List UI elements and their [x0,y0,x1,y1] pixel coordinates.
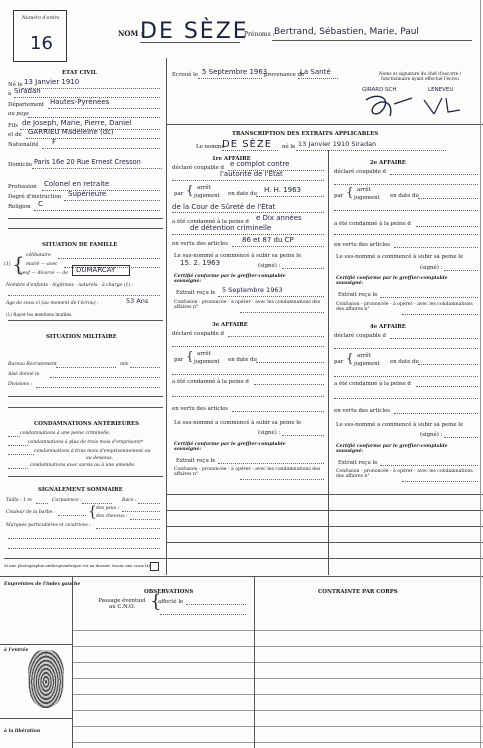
a1-vertu: en vertu des articles [172,241,229,247]
empreintes-label: Empreintes de l'index gauche [4,582,81,587]
rule-ecrou [166,124,483,125]
militaire-aise: Aisé donné le [8,372,40,377]
a1-sus: Le sus-nommé a commencé à subir sa peine le [174,253,302,259]
a1-signe-line [282,268,324,269]
famille-enfants: Nombre d'enfants - légitimes - naturels - à charge (1) : [6,283,134,288]
famille-marie: marié — avec [26,262,58,267]
signalement-title: SIGNALEMENT SOMMAIRE [38,487,123,493]
a3-title: 3e AFFAIRE [212,322,248,328]
a4-certifie: Certifié conforme par le greffier-comptable soussigné: [336,444,448,454]
a3-arret: arrêt [197,351,211,357]
militaire-bureau: Bureau Recrutement [8,362,57,367]
signalement-barbe: Couleur de la barbe : [6,510,56,515]
relig-value: C [38,200,43,208]
instr-value: Supérieure [68,190,107,198]
a1-certifie: Certifié conforme par le greffier-comptable soussigné: [174,274,286,284]
corpulence-line [82,503,112,504]
condamnations-l2: condamnations à plus de trois mois d'emprisonn* [28,440,144,445]
a3-sus: Le sus-nommé a commencé à subir sa peine le [174,420,302,426]
cond-dash-4 [8,468,28,469]
a1-extrait-line [218,296,324,297]
a1-declare-line [228,170,324,171]
a2-condamne-line [416,226,478,227]
rule-2 [8,228,163,229]
a3-vertu-line [232,411,324,412]
escort-signature-2: LENEVEU [428,87,454,93]
passage-label: Passage éventuel au C.N.O. [98,598,146,610]
divider-col-1 [166,58,167,575]
a2-signe-line [444,270,478,271]
a2-certifie: Certifié conforme par le greffier-comptable soussigné: [336,276,448,286]
a4-vertu: en vertu des articles [334,408,391,414]
transcription-title: TRANSCRIPTION DES EXTRAITS APPLICABLES [232,131,379,137]
a2-signe: (signé) : [420,265,443,271]
rule-3 [8,320,163,321]
aise-line [50,377,160,378]
cheveux-line [130,519,160,520]
marques-line [96,528,160,529]
a1-condamne-label: a été condamné à la peine d [172,219,249,225]
dom-value: Paris 16e 20 Rue Ernest Cresson [34,158,141,166]
signalement-cheveux: des cheveux : [96,514,128,519]
famille-celib: célibataire [26,253,51,258]
empreintes-rule-2 [0,718,72,719]
blank-rule-1 [166,494,483,495]
a4-line-1 [334,376,478,377]
a2-declare-line [390,174,478,175]
mere-value: GARRIEU Madeleine (dc) [28,128,114,136]
le-nomme-label: Le nommé [196,144,225,150]
a3-signe-line [282,435,324,436]
a4-jugement: jugement [354,361,380,367]
affecte-line [186,604,246,605]
a4-extrait: Extrait reçu le [338,460,378,466]
a-label: à [8,91,12,97]
mle-line [130,367,160,368]
mere-line [26,138,160,139]
a2-extrait-line [380,297,478,298]
instr-line [64,200,160,201]
a1-declare-value: e complot contre [230,160,290,168]
enfants-line [8,295,160,296]
trans-ne-le-label: né le [282,144,296,150]
a4-declare-line-2 [334,348,478,349]
a3-confusion-line [240,479,324,480]
a2-condamne: a été condamné à la peine d [334,221,411,227]
race-line [138,503,160,504]
prof-label: Profession [8,184,37,190]
a2-vertu: en vertu des articles [334,242,391,248]
escort-signature-1: GIRARD SCH [362,87,397,93]
a1-peine-value: e Dix années [256,214,302,222]
pays-line [28,117,160,118]
blank-rule-4 [166,542,483,543]
rule-1 [8,218,163,219]
a4-signe: (signé) : [420,432,443,438]
cond-dash-3 [8,454,34,455]
a2-title: 2e AFFAIRE [370,160,406,166]
obs-rule-8 [72,742,483,743]
condamnations-l4: condamnations avec sursis ou à une amende. [30,463,136,468]
a1-cour-line [172,212,324,213]
a4-en-date: en date du [390,359,420,365]
a1-articles-value: 86 et 87 du CP [242,236,294,244]
a2-line-1 [334,210,478,211]
a4-declare-line [390,338,478,339]
militaire-divisions: Divisions : [8,382,33,387]
a3-jugement: jugement [194,359,220,365]
famille-age: Age de ceux-ci (au moment de l'écrou) : [6,301,99,306]
dom-label: Domicile [8,162,33,168]
obs-rule-5 [72,694,483,695]
a4-par: par [334,359,344,365]
signalement-yeux: des yeux : [96,506,120,511]
rule-7 [4,558,166,559]
a1-date-line [256,196,324,197]
a1-date-value: H. H. 1963 [264,186,301,194]
a2-en-date: en date du [390,193,420,199]
ne-le-label: Né le [8,82,23,88]
signalement-taille: Taille : 1 m [6,498,32,503]
pays-label: ou pays [8,111,29,117]
divider-col-2 [328,150,329,575]
etat-civil-title: ETAT CIVIL [62,70,97,76]
a3-line-1 [172,374,324,375]
a2-brace: { [346,185,354,199]
prenoms-underline [272,40,472,41]
prov-label: provenance de [264,72,305,78]
a4-sus: Le sus-nommé a commencé à subir sa peine le [336,422,464,428]
a1-jugement: jugement [194,193,220,199]
ecroue-label: Ecroué le [172,72,199,78]
blank-rule-3 [166,526,483,527]
a1-cour-value: de la Cour de Sûreté de l'État [172,203,276,211]
rule-6 [8,476,163,477]
militaire-mle: mle [120,362,129,367]
instr-label: Degré d'instruction [8,194,62,200]
a2-declare: déclaré coupable d [334,169,387,175]
a1-arret: arrêt [197,185,211,191]
a-value: Siradan [14,87,41,95]
a3-brace: { [186,349,194,363]
prof-value: Colonel en retraite [44,180,110,188]
a1-peine-value-2: de détention criminelle [190,224,272,232]
a2-arret: arrêt [357,187,371,193]
obs-rule-3 [72,662,483,663]
famille-veuf-box [72,265,130,276]
ne-le-value: 13 Janvier 1910 [24,78,80,86]
signalement-photo: Si une photographie anthropométrique est au dossier, tracer une croix (x) [4,563,151,568]
a3-vertu: en vertu des articles [172,406,229,412]
militaire-title: SITUATION MILITAIRE [46,334,117,340]
a4-date-line [418,364,478,365]
barbe-line [58,515,86,516]
noms-sign: Noms et signature du chef d'escorte / fonctionnaire ayant effectué l'écrou [378,72,462,82]
rule-4 [8,396,163,397]
le-nomme-value: DE SÈZE [222,139,273,150]
a2-vertu-line [394,247,478,248]
a3-signe: (signé) : [258,430,281,436]
fils-label: Fils [8,123,18,129]
a4-line-2 [334,398,478,399]
numero-label: Numéro d'ordre [22,16,60,21]
handwritten-signature [360,90,478,124]
nom-underline [140,42,240,43]
blank-rule-2 [166,510,483,511]
obs-rule-2 [72,646,483,647]
a1-confusion-line [240,312,324,313]
fils-value: de Joseph, Marie, Pierre, Daniel [22,119,132,127]
relig-label: Religion [8,204,31,210]
le-nomme-line [222,150,278,151]
empreintes-rule-1 [0,644,72,645]
divisions-line [36,387,160,388]
signalement-marques: Marques particulières et cicatrices : [6,523,91,528]
a2-date-line [418,198,478,199]
ecroue-line [198,78,262,79]
a3-condamne: a été condamné à la peine d [172,379,249,385]
famille-age-value: 53 Ans [126,297,149,305]
trans-ne-le-value: 13 Janvier 1910 Siradan [298,140,377,148]
a1-articles-line [232,246,324,247]
a2-jugement: jugement [354,195,380,201]
cond-dash-1 [8,436,20,437]
fingerprint-image [28,650,64,708]
marques-line-3 [8,548,160,549]
a3-declare-line [228,336,324,337]
a4-vertu-line [394,413,478,414]
a2-par: par [334,193,344,199]
a4-brace: { [346,351,354,365]
a1-declare-value-2: l'autorité de l'État [220,170,283,178]
bureau-line [56,367,116,368]
famille-note: (1) Rayer les mentions inutiles. [6,312,73,317]
blank-rule-5 [166,558,483,559]
a3-condamne-line [254,384,324,385]
relig-line [34,210,160,211]
passage-line-2 [160,614,246,615]
taille-line [36,503,48,504]
a4-condamne: a été condamné à la peine d [334,381,411,387]
celib-line [58,258,160,259]
a2-confusion: Confusion - prononcée - à opérer - avec les condamnations des affaires n° [336,302,473,312]
trans-ne-le-line [296,150,446,151]
a3-extrait-line [218,463,324,464]
condamnations-l3b: au dessous, [86,456,114,461]
prov-line [298,78,338,79]
a3-en-date: en date du [228,357,258,363]
rule-5 [8,407,163,408]
ne-le-line [22,88,160,89]
dept-label: Département [8,102,45,108]
numero-value: 16 [30,33,53,54]
a3-declare-line-2 [172,346,324,347]
obs-rule-1 [72,630,483,631]
prov-value: La Santé [300,68,331,76]
a3-confusion: Confusion - prononcée - à opérer - avec les condamnations des affaires n° [174,467,321,477]
marques-line-2 [8,538,160,539]
yeux-line [122,511,160,512]
condamnations-l3: condamnations à trois mois d'emprisonnement ou [34,449,151,454]
contrainte-title: CONTRAINTE PAR CORPS [318,589,398,595]
a1-declare-label: déclaré coupable d [172,165,225,171]
a1-declare-line-2 [172,180,324,181]
signalement-brace: { [88,504,97,520]
cond-dash-2 [8,445,28,446]
condamnations-title: CONDAMNATIONS ANTÉRIEURES [34,421,140,427]
a3-par: par [174,357,184,363]
obs-rule-7 [72,726,483,727]
a4-signe-line [444,437,478,438]
a3-certifie: Certifié conforme par le greffier-comptable soussigné: [174,442,286,452]
famille-brace: { [12,252,25,276]
a3-declare: déclaré coupable d [172,331,225,337]
a3-date-line [256,362,324,363]
a1-peine-line [172,234,324,235]
photo-checkbox[interactable] [150,562,159,571]
prenoms-label: Prénoms : [244,31,275,38]
famille-l1: (1) [4,262,11,267]
nom-value: DE SÈZE [140,19,249,44]
famille-veuf: veuf — divorcé — de [20,271,68,276]
famille-title: SITUATION DE FAMILLE [42,242,118,248]
a2-declare-line-2 [334,184,478,185]
condamnations-l1: condamnations à une peine criminelle, [20,431,111,436]
a1-brace: { [186,183,194,197]
dept-value: Hautes-Pyrénées [50,98,110,106]
prenoms-value: Bertrand, Sébastien, Marie, Paul [274,27,419,37]
page-edge-right [480,0,481,748]
a4-condamne-line [416,386,478,387]
affecte-label: affecté le [158,599,184,605]
nat-value: F [52,138,57,146]
a4-arret: arrêt [357,353,371,359]
liberation-label: à la libération [4,729,41,734]
dept-line [48,108,160,109]
a4-extrait-line [380,465,478,466]
dom-line [32,168,162,169]
a2-extrait: Extrait reçu le [338,292,378,298]
famille-veuf-value: DUMARCAY [76,266,116,274]
a4-title: 4e AFFAIRE [370,324,406,330]
nat-label: Nationalité [8,142,39,148]
a4-confusion: Confusion - prononcée - à opérer - avec les condamnations des affaires n° [336,469,473,479]
a1-confusion: Confusion - prononcée - à opérer - avec les condamnations des affaires n° [174,300,321,310]
obs-rule-6 [72,710,483,711]
a1-extrait-value: 5 Septembre 1963 [222,286,283,294]
a2-confusion-line [402,314,478,315]
a1-par: par [174,191,184,197]
a1-extrait: Extrait reçu le [176,290,216,296]
a4-declare: déclaré coupable d [334,333,387,339]
nom-label: NOM : [118,29,144,38]
a4-confusion-line [402,481,478,482]
a3-line-2 [172,396,324,397]
a2-sus: Le sus-nommé a commencé à subir sa peine le [336,254,464,260]
a1-sus-value: 15. 2. 1963 [180,259,221,267]
a2-line-2 [334,234,478,235]
nat-line [42,148,160,149]
obs-title: OBSERVATIONS [144,589,194,595]
ecroue-value: 5 Septembre 1963 [202,68,268,76]
a1-en-date: en date du [228,191,258,197]
entree-label: à l'entrée [4,648,29,653]
signalement-race: Race : [122,498,137,503]
obs-rule-4 [72,678,483,679]
a3-extrait: Extrait reçu le [176,458,216,464]
signalement-corpulence: Corpulence : [52,498,82,503]
mere-label: et de [8,132,22,138]
a1-signe: (signé) : [258,263,281,269]
a1-title: 1re AFFAIRE [212,156,251,162]
passage-brace: { [150,591,162,612]
